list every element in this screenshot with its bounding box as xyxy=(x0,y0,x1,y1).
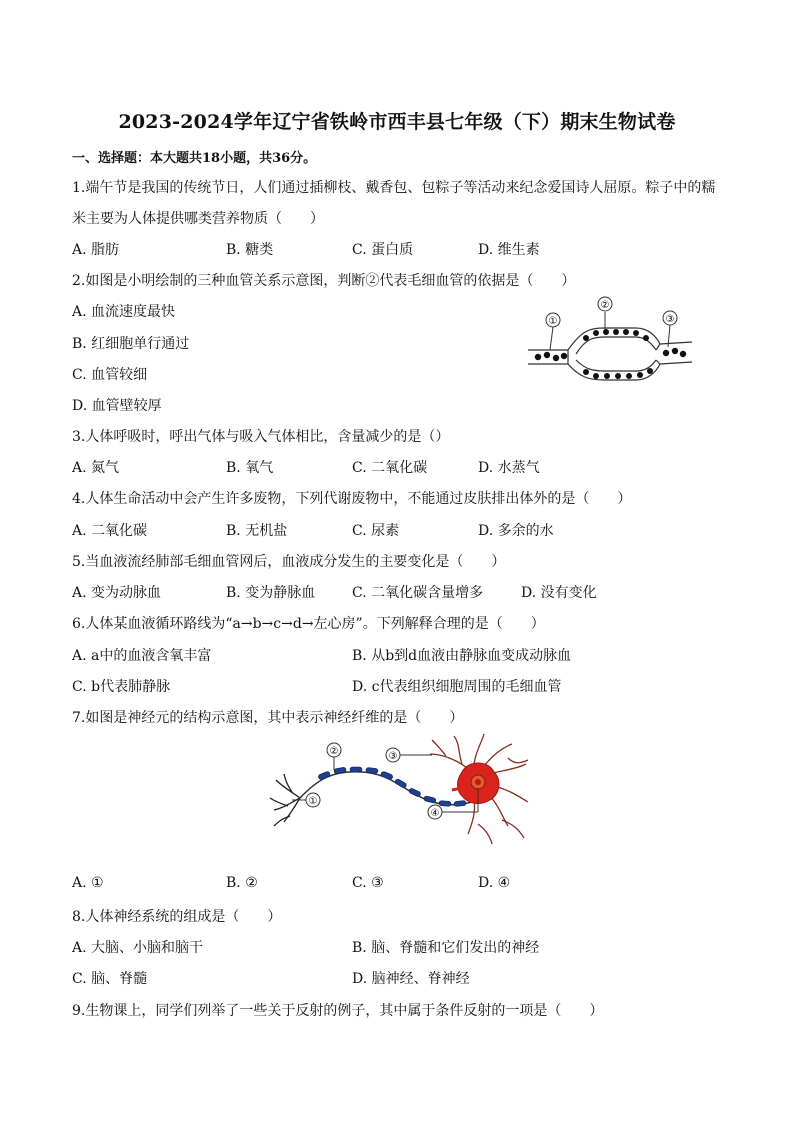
q2-option-b[interactable]: B. 红细胞单行通过 xyxy=(72,336,190,352)
q6-option-b[interactable]: B. 从b到d血液由静脉血变成动脉血 xyxy=(352,648,572,664)
q1-option-c[interactable]: C. 蛋白质 xyxy=(352,242,414,258)
section-heading: 一、选择题：本大题共18小题，共36分。 xyxy=(72,151,317,166)
q4-option-c[interactable]: C. 尿素 xyxy=(352,523,400,539)
q7-option-a[interactable]: A. ① xyxy=(72,875,104,891)
q7-option-c[interactable]: C. ③ xyxy=(352,875,384,891)
q2-label-2: ② xyxy=(600,300,610,311)
q5-option-b[interactable]: B. 变为静脉血 xyxy=(226,585,316,601)
q3-stem: 3.人体呼吸时，呼出气体与吸入气体相比，含量减少的是（） xyxy=(72,429,450,445)
q1-option-d[interactable]: D. 维生素 xyxy=(478,242,540,258)
q5-stem: 5.当血液流经肺部毛细血管网后，血液成分发生的主要变化是（ ） xyxy=(72,554,506,570)
q8-option-c[interactable]: C. 脑、脊髓 xyxy=(72,971,148,987)
q7-label-2: ② xyxy=(329,746,339,757)
q2-option-c[interactable]: C. 血管较细 xyxy=(72,367,148,383)
q3-option-c[interactable]: C. 二氧化碳 xyxy=(352,460,428,476)
q5-option-c[interactable]: C. 二氧化碳含量增多 xyxy=(352,585,484,601)
q6-stem: 6.人体某血液循环路线为“a→b→c→d→左心房”。下列解释合理的是（ ） xyxy=(72,616,545,632)
q4-option-a[interactable]: A. 二氧化碳 xyxy=(72,523,148,539)
q7-label-1: ① xyxy=(308,796,318,807)
q8-stem: 8.人体神经系统的组成是（ ） xyxy=(72,909,282,925)
q5-option-d[interactable]: D. 没有变化 xyxy=(521,585,597,601)
q7-label-3: ③ xyxy=(388,751,398,762)
q1-option-a[interactable]: A. 脂肪 xyxy=(72,242,120,258)
q2-stem: 2.如图是小明绘制的三种血管关系示意图，判断②代表毛细血管的依据是（ ） xyxy=(72,273,576,289)
q4-stem: 4.人体生命活动中会产生许多废物，下列代谢废物中，不能通过皮肤排出体外的是（ ） xyxy=(72,491,632,507)
q2-label-1: ① xyxy=(548,316,558,327)
q4-option-d[interactable]: D. 多余的水 xyxy=(478,523,554,539)
q1-option-b[interactable]: B. 糖类 xyxy=(226,242,274,258)
q2-option-a[interactable]: A. 血流速度最快 xyxy=(72,304,176,320)
q7-option-b[interactable]: B. ② xyxy=(226,875,258,891)
q1-stem-line1: 1.端午节是我国的传统节日，人们通过插柳枝、戴香包、包粽子等活动来纪念爱国诗人屈原。粽子中的糯 xyxy=(72,180,716,196)
blood-vessel-diagram xyxy=(520,292,700,387)
q8-option-a[interactable]: A. 大脑、小脑和脑干 xyxy=(72,940,204,956)
q2-label-3: ③ xyxy=(665,314,675,325)
q5-option-a[interactable]: A. 变为动脉血 xyxy=(72,585,162,601)
q9-stem: 9.生物课上，同学们列举了一些关于反射的例子，其中属于条件反射的一项是（ ） xyxy=(72,1003,604,1019)
q3-option-a[interactable]: A. 氮气 xyxy=(72,460,120,476)
q6-option-c[interactable]: C. b代表肺静脉 xyxy=(72,679,171,695)
q8-option-d[interactable]: D. 脑神经、脊神经 xyxy=(352,971,470,987)
q7-label-4: ④ xyxy=(430,808,440,819)
q3-option-b[interactable]: B. 氧气 xyxy=(226,460,274,476)
q2-option-d[interactable]: D. 血管壁较厚 xyxy=(72,398,162,414)
q1-stem-line2: 米主要为人体提供哪类营养物质（ ） xyxy=(72,211,324,227)
neuron-diagram xyxy=(262,730,534,865)
q6-option-d[interactable]: D. c代表组织细胞周围的毛细血管 xyxy=(352,679,562,695)
q4-option-b[interactable]: B. 无机盐 xyxy=(226,523,288,539)
q7-stem: 7.如图是神经元的结构示意图，其中表示神经纤维的是（ ） xyxy=(72,710,464,726)
q6-option-a[interactable]: A. a中的血液含氧丰富 xyxy=(72,648,212,664)
q8-option-b[interactable]: B. 脑、脊髓和它们发出的神经 xyxy=(352,940,540,956)
q7-option-d[interactable]: D. ④ xyxy=(478,875,511,891)
q3-option-d[interactable]: D. 水蒸气 xyxy=(478,460,540,476)
exam-title: 2023-2024学年辽宁省铁岭市西丰县七年级（下）期末生物试卷 xyxy=(118,111,676,133)
